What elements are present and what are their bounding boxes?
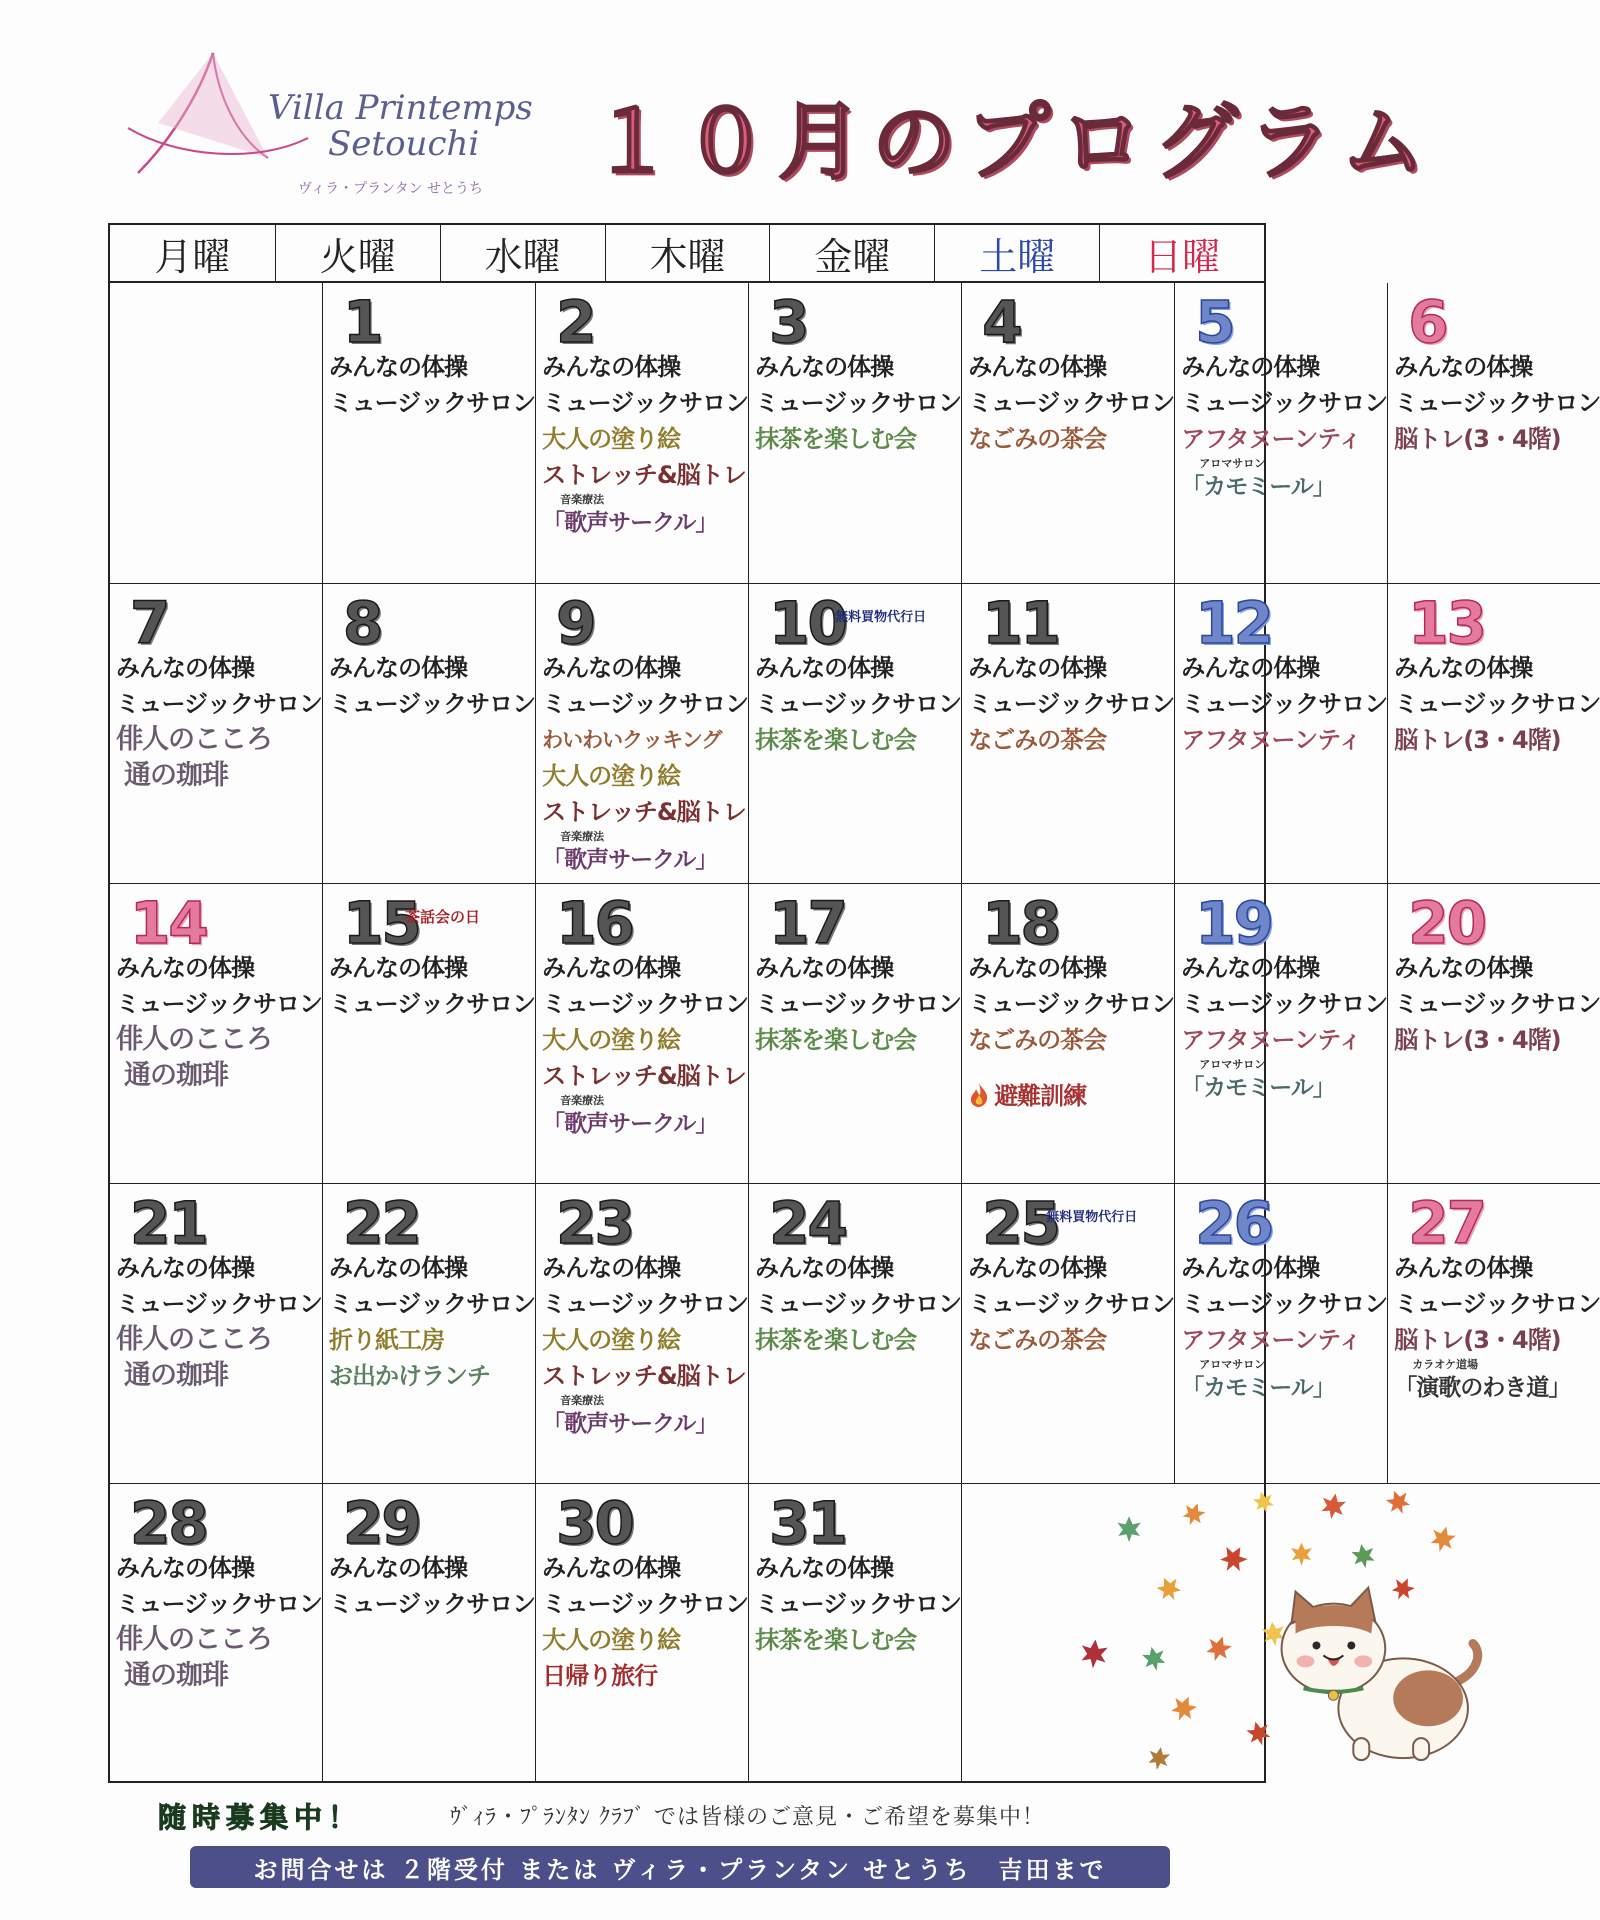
- event-coffee: 通の珈琲: [124, 1060, 228, 1091]
- day-cell-3: [748, 283, 961, 583]
- contact-text: お問合せは ２階受付 または ヴィラ・プランタン せとうち 吉田まで: [253, 1855, 1107, 1884]
- recruit-text: ｳﾞｨﾗ・ﾌﾟﾗﾝﾀﾝ ｸﾗﾌﾞ では皆様のご意見・ご希望を募集中！: [450, 1805, 1045, 1830]
- day-cell-14: [110, 883, 322, 1183]
- event-stretch: ストレッチ&脳トレ: [542, 461, 746, 489]
- event-music-therapy-label: 音楽療法: [560, 493, 605, 506]
- day-number: 23: [556, 1189, 633, 1257]
- event-stretch: ストレッチ&脳トレ: [542, 1362, 746, 1390]
- day-cell-30: [535, 1483, 748, 1783]
- event-coloring: 大人の塗り絵: [542, 1326, 681, 1354]
- day-cell-empty: [110, 283, 322, 583]
- day-cell-29: [322, 1483, 535, 1783]
- event-nagomi-tea: なごみの茶会: [968, 1026, 1107, 1054]
- day-cell-4: [961, 283, 1174, 583]
- day-cell-19: [1174, 883, 1387, 1183]
- autumn-cat-illustration: [962, 1484, 1600, 1783]
- event-exercise: みんなの体操: [1394, 353, 1533, 381]
- day-number: 22: [343, 1189, 420, 1257]
- day-cell-28: [110, 1483, 322, 1783]
- event-coffee: 通の珈琲: [124, 760, 228, 791]
- event-exercise: みんなの体操: [542, 1554, 681, 1582]
- event-music-salon: ミュージックサロン: [116, 1290, 323, 1318]
- event-exercise: みんなの体操: [755, 654, 894, 682]
- event-matcha: 抹茶を楽しむ会: [755, 1026, 917, 1054]
- event-music-salon: ミュージックサロン: [755, 990, 962, 1018]
- logo-text-setouchi: Setouchi: [328, 124, 480, 164]
- event-nagomi-tea: なごみの茶会: [968, 425, 1107, 453]
- day-number: 2: [556, 288, 595, 356]
- event-exercise: みんなの体操: [329, 1254, 468, 1282]
- logo-subtitle: ヴィラ・プランタン せとうち: [298, 181, 484, 197]
- event-exercise: みんなの体操: [755, 1254, 894, 1282]
- event-music-salon: ミュージックサロン: [542, 1290, 749, 1318]
- cat-icon: [1282, 1588, 1478, 1760]
- event-singing-circle: 「歌声サークル」: [542, 1111, 718, 1137]
- weekday-wed: 水曜: [440, 225, 605, 281]
- day-number: 9: [556, 589, 595, 657]
- day-number: 29: [343, 1489, 420, 1557]
- day-cell-13: [1387, 583, 1600, 883]
- event-exercise: みんなの体操: [116, 1254, 254, 1282]
- event-exercise: みんなの体操: [542, 954, 681, 982]
- calendar: [108, 223, 1600, 1783]
- event-exercise: みんなの体操: [1394, 1254, 1533, 1282]
- day-number: 14: [130, 889, 207, 957]
- fire-icon: [968, 1082, 990, 1108]
- event-exercise: みんなの体操: [755, 353, 894, 381]
- event-music-salon: ミュージックサロン: [1181, 990, 1388, 1018]
- note-tea-party: 茶話会の日: [405, 908, 481, 926]
- day-number: 16: [556, 889, 633, 957]
- event-aroma-salon-label: アロマサロン: [1199, 457, 1266, 470]
- event-music-salon: ミュージックサロン: [1394, 389, 1600, 417]
- note-shopping: 無料買物代行日: [835, 610, 927, 625]
- weekday-header: [110, 225, 1264, 283]
- event-chamomile: 「カモミール」: [1181, 1375, 1335, 1401]
- event-music-salon: ミュージックサロン: [968, 389, 1175, 417]
- day-number: 5: [1195, 288, 1234, 356]
- event-music-salon: ミュージックサロン: [968, 990, 1175, 1018]
- day-cell-10: [748, 583, 961, 883]
- event-singing-circle: 「歌声サークル」: [542, 510, 718, 536]
- day-number: 15: [343, 889, 420, 957]
- event-music-salon: ミュージックサロン: [1181, 690, 1388, 718]
- day-number: 8: [343, 589, 382, 657]
- event-exercise: みんなの体操: [1181, 954, 1320, 982]
- event-brain-training: 脳トレ(3・4階): [1394, 1326, 1561, 1354]
- event-haiku: 俳人のこころ: [116, 1624, 272, 1655]
- day-cell-26: [1174, 1183, 1387, 1483]
- event-enka: 「演歌のわき道」: [1394, 1375, 1571, 1401]
- event-nagomi-tea: なごみの茶会: [968, 1326, 1107, 1354]
- day-cell-12: [1174, 583, 1387, 883]
- event-music-salon: ミュージックサロン: [329, 389, 536, 417]
- day-cell-7: [110, 583, 322, 883]
- illustration-cell: [961, 1483, 1600, 1783]
- day-cell-17: [748, 883, 961, 1183]
- event-aroma-salon-label: アロマサロン: [1199, 1358, 1266, 1371]
- event-cooking: わいわいクッキング: [542, 728, 722, 752]
- event-afternoon-tea: アフタヌーンティ: [1181, 425, 1362, 453]
- event-music-salon: ミュージックサロン: [1394, 990, 1600, 1018]
- day-cell-18: [961, 883, 1174, 1183]
- event-music-salon: ミュージックサロン: [1394, 690, 1600, 718]
- weekday-thu: 木曜: [605, 225, 770, 281]
- event-matcha: 抹茶を楽しむ会: [755, 726, 917, 754]
- day-cell-16: [535, 883, 748, 1183]
- event-lunch-out: お出かけランチ: [329, 1362, 491, 1390]
- day-cell-21: [110, 1183, 322, 1483]
- day-number: 31: [769, 1489, 846, 1557]
- event-haiku: 俳人のこころ: [116, 1324, 272, 1355]
- event-music-salon: ミュージックサロン: [1394, 1290, 1600, 1318]
- event-afternoon-tea: アフタヌーンティ: [1181, 1326, 1362, 1354]
- event-exercise: みんなの体操: [116, 954, 254, 982]
- event-brain-training: 脳トレ(3・4階): [1394, 1026, 1561, 1054]
- day-cell-6: [1387, 283, 1600, 583]
- logo: [118, 48, 538, 208]
- event-exercise: みんなの体操: [116, 1554, 254, 1582]
- event-exercise: みんなの体操: [116, 654, 254, 682]
- event-aroma-salon-label: アロマサロン: [1199, 1058, 1266, 1071]
- event-music-salon: ミュージックサロン: [1181, 1290, 1388, 1318]
- event-karaoke-label: カラオケ道場: [1412, 1358, 1479, 1371]
- day-cell-23: [535, 1183, 748, 1483]
- event-afternoon-tea: アフタヌーンティ: [1181, 726, 1362, 754]
- event-brain-training: 脳トレ(3・4階): [1394, 425, 1561, 453]
- event-music-therapy-label: 音楽療法: [560, 830, 605, 843]
- day-cell-25: [961, 1183, 1174, 1483]
- event-music-salon: ミュージックサロン: [542, 1590, 749, 1618]
- page-title: １０月のプログラム: [590, 93, 1436, 191]
- event-music-salon: ミュージックサロン: [968, 690, 1175, 718]
- event-coloring: 大人の塗り絵: [542, 1626, 681, 1654]
- event-music-salon: ミュージックサロン: [755, 1290, 962, 1318]
- day-cell-22: [322, 1183, 535, 1483]
- event-music-therapy-label: 音楽療法: [560, 1394, 605, 1407]
- day-number: 4: [982, 288, 1021, 356]
- event-music-salon: ミュージックサロン: [755, 690, 962, 718]
- day-number: 20: [1408, 889, 1485, 957]
- event-chamomile: 「カモミール」: [1181, 1075, 1335, 1101]
- event-music-salon: ミュージックサロン: [542, 690, 749, 718]
- day-cell-1: [322, 283, 535, 583]
- event-music-salon: ミュージックサロン: [1181, 389, 1388, 417]
- logo-text-villa: Villa Printemps: [268, 88, 533, 128]
- event-music-salon: ミュージックサロン: [329, 690, 536, 718]
- event-evac-drill-label: 避難訓練: [994, 1082, 1087, 1110]
- day-number: 1: [343, 288, 382, 356]
- day-cell-9: [535, 583, 748, 883]
- event-exercise: みんなの体操: [329, 353, 468, 381]
- event-singing-circle: 「歌声サークル」: [542, 847, 718, 873]
- day-cell-20: [1387, 883, 1600, 1183]
- day-number: 13: [1408, 589, 1485, 657]
- event-matcha: 抹茶を楽しむ会: [755, 425, 917, 453]
- weekday-fri: 金曜: [769, 225, 934, 281]
- day-cell-2: [535, 283, 748, 583]
- note-shopping: 無料買物代行日: [1046, 1210, 1138, 1225]
- event-chamomile: 「カモミール」: [1181, 474, 1335, 500]
- recruit-label: 随時募集中！: [158, 1801, 363, 1834]
- day-cell-27: [1387, 1183, 1600, 1483]
- event-exercise: みんなの体操: [968, 954, 1107, 982]
- day-cell-8: [322, 583, 535, 883]
- event-exercise: みんなの体操: [1394, 954, 1533, 982]
- event-music-salon: ミュージックサロン: [116, 690, 323, 718]
- event-exercise: みんなの体操: [542, 654, 681, 682]
- day-number: 19: [1195, 889, 1272, 957]
- event-exercise: みんなの体操: [1181, 654, 1320, 682]
- weekday-mon: 月曜: [154, 234, 231, 279]
- event-exercise: みんなの体操: [968, 654, 1107, 682]
- day-cell-11: [961, 583, 1174, 883]
- event-coloring: 大人の塗り絵: [542, 762, 681, 790]
- event-haiku: 俳人のこころ: [116, 724, 272, 755]
- event-exercise: みんなの体操: [1181, 353, 1320, 381]
- event-afternoon-tea: アフタヌーンティ: [1181, 1026, 1362, 1054]
- weekday-sun: 日曜: [1099, 225, 1264, 281]
- event-exercise: みんなの体操: [755, 1554, 894, 1582]
- event-origami: 折り紙工房: [329, 1326, 445, 1354]
- day-number: 3: [769, 288, 808, 356]
- event-exercise: みんなの体操: [755, 954, 894, 982]
- day-cell-5: [1174, 283, 1387, 583]
- day-cell-31: [748, 1483, 961, 1783]
- event-stretch: ストレッチ&脳トレ: [542, 1062, 746, 1090]
- day-number: 11: [982, 589, 1059, 657]
- event-music-salon: ミュージックサロン: [755, 1590, 962, 1618]
- event-coloring: 大人の塗り絵: [542, 1026, 681, 1054]
- day-cell-24: [748, 1183, 961, 1483]
- event-matcha: 抹茶を楽しむ会: [755, 1626, 917, 1654]
- event-music-salon: ミュージックサロン: [329, 1290, 536, 1318]
- day-number: 6: [1408, 288, 1447, 356]
- event-exercise: みんなの体操: [329, 954, 468, 982]
- event-exercise: みんなの体操: [329, 1554, 468, 1582]
- event-exercise: みんなの体操: [1394, 654, 1533, 682]
- event-stretch: ストレッチ&脳トレ: [542, 798, 746, 826]
- day-number: 28: [130, 1489, 207, 1557]
- event-exercise: みんなの体操: [1181, 1254, 1320, 1282]
- event-exercise: みんなの体操: [329, 654, 468, 682]
- event-music-therapy-label: 音楽療法: [560, 1094, 605, 1107]
- event-exercise: みんなの体操: [542, 353, 681, 381]
- event-music-salon: ミュージックサロン: [329, 1590, 536, 1618]
- event-music-salon: ミュージックサロン: [542, 389, 749, 417]
- event-coffee: 通の珈琲: [124, 1660, 228, 1691]
- event-exercise: みんなの体操: [968, 353, 1107, 381]
- day-number: 21: [130, 1189, 207, 1257]
- event-haiku: 俳人のこころ: [116, 1024, 272, 1055]
- day-number: 17: [769, 889, 846, 957]
- day-cell-15: [322, 883, 535, 1183]
- event-singing-circle: 「歌声サークル」: [542, 1411, 718, 1437]
- event-matcha: 抹茶を楽しむ会: [755, 1326, 917, 1354]
- weekday-tue: 火曜: [275, 225, 440, 281]
- event-brain-training: 脳トレ(3・4階): [1394, 726, 1561, 754]
- event-music-salon: ミュージックサロン: [755, 389, 962, 417]
- day-number: 24: [769, 1189, 846, 1257]
- weekday-sat: 土曜: [934, 225, 1099, 281]
- event-music-salon: ミュージックサロン: [329, 990, 536, 1018]
- day-number: 18: [982, 889, 1059, 957]
- day-number: 12: [1195, 589, 1272, 657]
- event-music-salon: ミュージックサロン: [116, 1590, 323, 1618]
- day-number: 27: [1408, 1189, 1485, 1257]
- contact-bar: [190, 1846, 1170, 1888]
- day-number: 30: [556, 1489, 633, 1557]
- event-nagomi-tea: なごみの茶会: [968, 726, 1107, 754]
- event-coffee: 通の珈琲: [124, 1360, 228, 1391]
- calendar-grid: [110, 283, 1600, 1783]
- event-exercise: みんなの体操: [968, 1254, 1107, 1282]
- event-music-salon: ミュージックサロン: [116, 990, 323, 1018]
- event-music-salon: ミュージックサロン: [542, 990, 749, 1018]
- day-number: 7: [130, 589, 169, 657]
- event-day-trip: 日帰り旅行: [542, 1662, 658, 1690]
- day-number: 25: [982, 1189, 1059, 1257]
- day-number: 26: [1195, 1189, 1272, 1257]
- event-music-salon: ミュージックサロン: [968, 1290, 1175, 1318]
- event-coloring: 大人の塗り絵: [542, 425, 681, 453]
- event-exercise: みんなの体操: [542, 1254, 681, 1282]
- event-evac-drill: [968, 1078, 1174, 1114]
- day-number: 10: [769, 589, 846, 657]
